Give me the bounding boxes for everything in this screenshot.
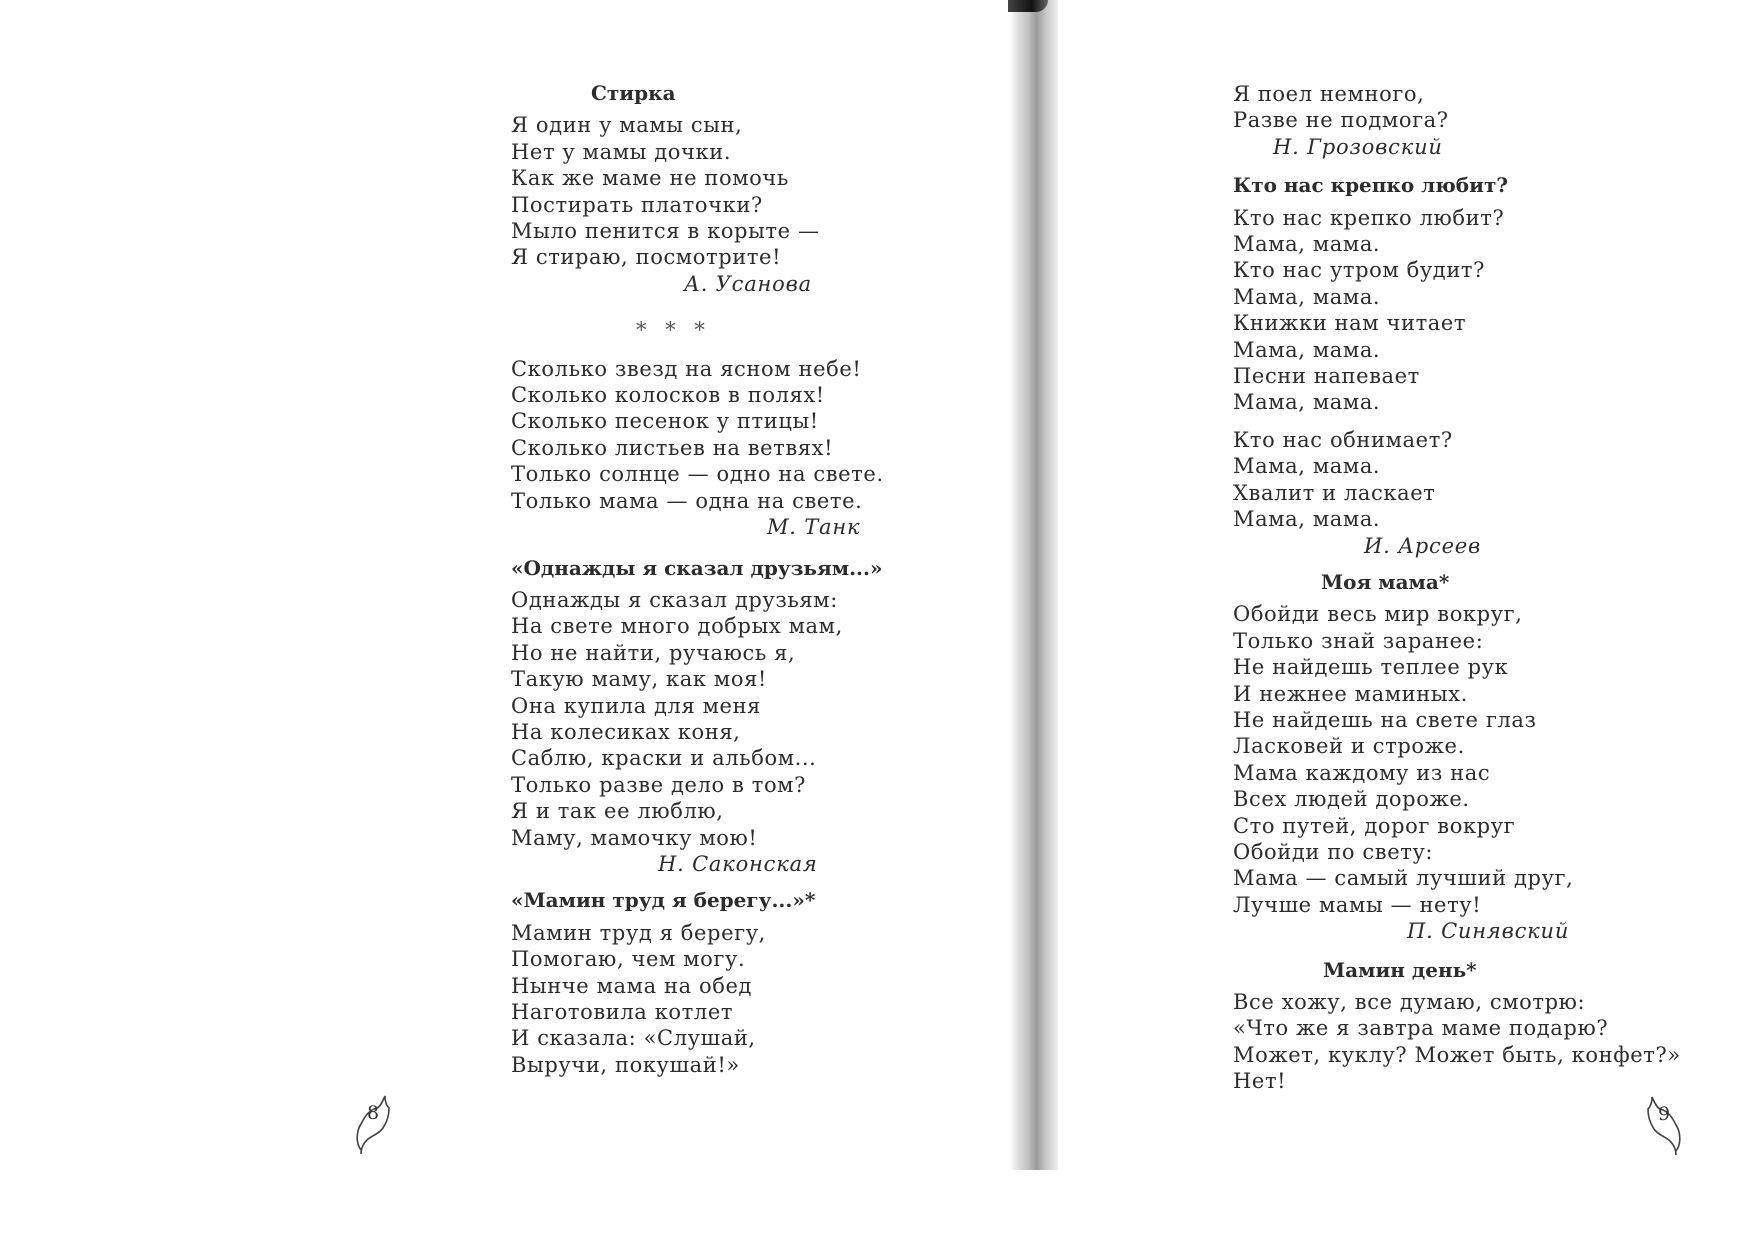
page-number: 9 [1657,1103,1671,1125]
poem-line: Нет у мамы дочки. [511,139,732,164]
poem-line: Выручи, покушай!» [511,1052,740,1077]
page-number: 8 [366,1102,380,1124]
poem-line: Не найдешь теплее рук [1233,655,1509,680]
poem-line: Но не найти, ручаюсь я, [511,640,796,665]
poem-line: Я поел немного, [1233,82,1425,106]
poem-line: Только мама — одна на свете. [511,488,863,513]
page-number-right [1644,1093,1684,1163]
poem-line: Однажды я сказал друзьям: [511,587,838,612]
poem-title: «Однажды я сказал друзьям...» [511,555,883,580]
poem-line: Все хожу, все думаю, смотрю: [1233,990,1586,1014]
poem-line: Сколько звезд на ясном небе! [511,356,862,381]
poem-author: М. Танк [767,515,861,540]
poem-line: Только солнце — одно на свете. [511,462,884,487]
poem-line: «Что же я завтра маме подарю? [1233,1016,1609,1041]
poem-line: Кто нас крепко любит? [1233,205,1505,230]
poem-line: Обойди весь мир вокруг, [1233,602,1523,627]
poem-title: Мамин день* [1323,957,1477,982]
poem-line: Обойди по свету: [1233,839,1434,864]
poem-line: Мама — самый лучший друг, [1233,866,1574,891]
poem-line: Мама, мама. [1233,232,1381,257]
poem-line: Всех людей дороже. [1233,787,1470,812]
poem-line: Только знай заранее: [1233,628,1484,653]
poem-line: Разве не подмога? [1233,108,1449,133]
poem-line: Сколько листьев на ветвях! [511,435,834,460]
poem-line: Может, куклу? Может быть, конфет?» [1233,1042,1681,1067]
poem-line: Мамин труд я берегу, [511,920,766,945]
poem-line: Мыло пенится в корыте — [511,219,820,244]
poem-line: Мама каждому из нас [1233,760,1491,785]
poem-line: Книжки нам читает [1233,311,1467,336]
poem-line: Нет! [1233,1069,1287,1094]
poem-line: Мама, мама. [1233,390,1381,415]
spine-edge [1008,0,1048,12]
poem-line: Постирать платочки? [511,192,763,217]
poem-author: П. Синявский [1407,919,1570,944]
poem-line: Не найдешь на свете глаз [1233,707,1537,732]
poem-line: Лучше мамы — нету! [1233,892,1482,917]
poem-line: Нынче мама на обед [511,973,753,998]
poem-line: Сколько колосков в полях! [511,383,825,408]
poem-line: На свете много добрых мам, [511,614,843,639]
poem-line: Только разве дело в том? [511,772,806,797]
poem-author: Н. Грозовский [1273,134,1443,159]
poem-line: Она купила для меня [511,693,762,718]
poem-line: Кто нас утром будит? [1233,258,1486,283]
book-spine [1010,0,1058,1170]
poem-line: Саблю, краски и альбом... [511,746,817,771]
poem-line: Песни напевает [1233,364,1420,389]
poem-line: Такую маму, как моя! [511,667,767,692]
poem-line: Кто нас обнимает? [1233,427,1453,452]
poem-line: Мама, мама. [1233,284,1381,309]
poem-author: А. Усанова [684,271,812,296]
poem-line: Я стираю, посмотрите! [511,245,782,270]
poem-line: Я один у мамы сын, [511,113,743,138]
page-number-left [353,1092,393,1162]
poem-line: Хвалит и ласкает [1233,480,1436,505]
poem-line: Мама, мама. [1233,454,1381,479]
poem-line: Сколько песенок у птицы! [511,409,819,434]
poem-line: И нежнее маминых. [1233,681,1468,706]
right-page-text [1233,81,1681,1095]
poem-title: Моя мама* [1321,569,1450,594]
poem-title: «Мамин труд я берегу...»* [511,888,816,913]
poem-line: Маму, мамочку мою! [511,825,758,850]
poem-author: Н. Саконская [658,851,818,876]
poem-line: Помогаю, чем могу. [511,947,746,972]
poem-line: И сказала: «Слушай, [511,1026,756,1051]
poem-line: Сто путей, дорог вокруг [1233,813,1516,838]
poem-title: Стирка [591,81,676,105]
poem-line: На колесиках коня, [511,719,741,744]
poem-line: Мама, мама. [1233,507,1381,532]
poem-line: Мама, мама. [1233,337,1381,362]
poem-line: Ласковей и строже. [1233,734,1465,759]
poem-author: И. Арсеев [1364,533,1482,558]
poem-title: Кто нас крепко любит? [1233,173,1509,198]
poem-line: Наготовила котлет [511,1000,734,1024]
left-page-text [511,80,911,1078]
poem-line: Как же маме не помочь [511,166,789,191]
poem-title-asterisks: * * * [636,318,711,343]
poem-line: Я и так ее люблю, [511,799,724,824]
